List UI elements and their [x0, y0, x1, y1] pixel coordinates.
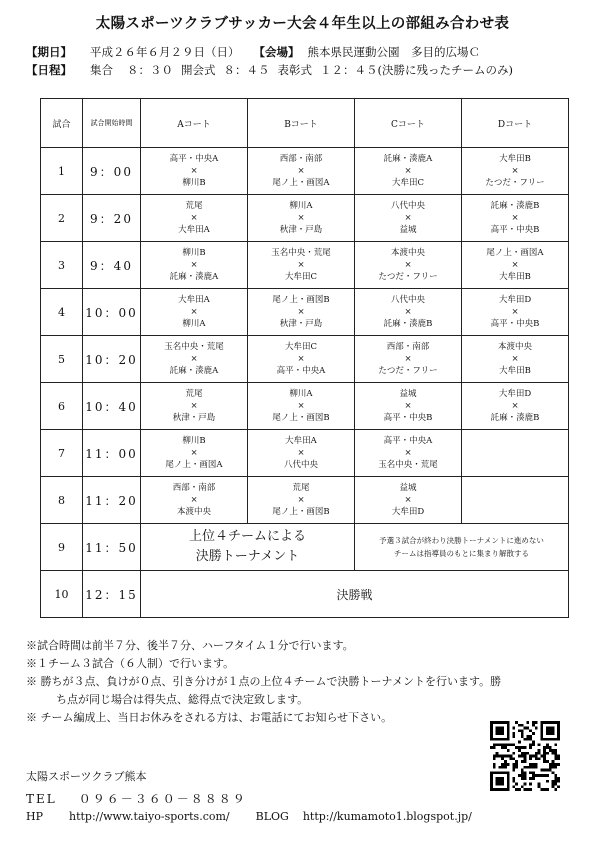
- versus-mark: ×: [190, 495, 198, 505]
- note-points: ※ 勝ちが３点、負けが０点、引き分けが１点の上位４チームで決勝トーナメントを行います。勝: [26, 675, 502, 688]
- home-team: 荒尾: [292, 483, 310, 493]
- court-c-game: [355, 148, 462, 195]
- schedule-line: [26, 62, 513, 78]
- court-d-game: [462, 336, 569, 383]
- home-team: 大牟田D: [498, 389, 532, 399]
- tel-number: ０９６－３６０－８８８９: [78, 792, 247, 806]
- final-match-cell: 決勝戦: [141, 571, 569, 618]
- date-label: 【期日】: [26, 45, 72, 59]
- award-time: １２：４５: [320, 63, 378, 77]
- match-number: 7: [41, 430, 83, 477]
- court-c-game: [355, 242, 462, 289]
- start-time: 11：50: [83, 524, 141, 571]
- versus-mark: ×: [190, 213, 198, 223]
- away-team: たつだ・フリー: [378, 272, 438, 282]
- away-team: 柳川B: [182, 178, 206, 188]
- qr-code-icon: [490, 721, 560, 791]
- home-team: 本渡中央: [497, 342, 532, 352]
- away-team: 大牟田D: [391, 507, 425, 517]
- venue-label: 【会場】: [253, 45, 300, 59]
- gather-label: 集合: [90, 63, 113, 77]
- tel-label: TEL: [26, 792, 57, 806]
- away-team: 託麻・湊鹿B: [490, 413, 540, 423]
- away-team: 大牟田A: [178, 225, 210, 235]
- home-team: 大牟田A: [285, 436, 317, 446]
- notes-section: [26, 637, 586, 727]
- court-b-game: [248, 336, 355, 383]
- note-games: ※１チーム３試合（６人制）で行います。: [26, 657, 235, 670]
- dismissal-note-cell: [355, 524, 569, 571]
- header-court-b: Bコート: [248, 99, 355, 148]
- home-team: 柳川B: [182, 248, 206, 258]
- schedule-label: 【日程】: [26, 63, 72, 77]
- tournament-cell: [141, 524, 355, 571]
- home-team: 託麻・湊鹿A: [383, 154, 433, 164]
- date-value: 平成２６年６月２９日（日）: [90, 45, 240, 59]
- home-team: 玉名中央・荒尾: [164, 342, 224, 352]
- table-row-10: [41, 571, 569, 618]
- match-rows: [41, 148, 569, 524]
- hp-link[interactable]: http://www.taiyo-sports.com/: [69, 810, 230, 823]
- home-team: 本渡中央: [390, 248, 425, 258]
- table-row-5: [41, 336, 569, 383]
- match-number: 1: [41, 148, 83, 195]
- court-b-game: [248, 148, 355, 195]
- versus-mark: ×: [190, 307, 198, 317]
- away-team: 尾ノ上・画図B: [272, 507, 330, 517]
- table-row-6: [41, 383, 569, 430]
- away-team: 益城: [399, 225, 417, 235]
- table-row-4: [41, 289, 569, 336]
- match-number: 10: [41, 571, 83, 618]
- versus-mark: ×: [511, 401, 519, 411]
- away-team: たつだ・フリー: [485, 178, 545, 188]
- away-team: 高平・中央A: [276, 366, 326, 376]
- header-court-d: Dコート: [462, 99, 569, 148]
- home-team: 託麻・湊鹿B: [490, 201, 540, 211]
- start-time: 9：20: [83, 195, 141, 242]
- home-team: 大牟田A: [178, 295, 210, 305]
- versus-mark: ×: [190, 448, 198, 458]
- court-a-game: [141, 336, 248, 383]
- away-team: 大牟田C: [391, 178, 424, 188]
- versus-mark: ×: [404, 166, 412, 176]
- venue-value: 熊本県民運動公園 多目的広場Ｃ: [307, 45, 480, 59]
- court-b-game: [248, 195, 355, 242]
- table-row-8: [41, 477, 569, 524]
- court-a-game: [141, 289, 248, 336]
- versus-mark: ×: [297, 495, 305, 505]
- hp-label: HP: [26, 810, 43, 823]
- away-team: 秋津・戸島: [279, 225, 323, 235]
- versus-mark: ×: [511, 260, 519, 270]
- versus-mark: ×: [511, 213, 519, 223]
- blog-link[interactable]: http://kumamoto1.blogspot.jp/: [302, 810, 472, 823]
- away-team: 本渡中央: [176, 507, 211, 517]
- start-time: 10：20: [83, 336, 141, 383]
- versus-mark: ×: [297, 260, 305, 270]
- court-c-game: [355, 336, 462, 383]
- match-number: 4: [41, 289, 83, 336]
- away-team: 尾ノ上・画図A: [272, 178, 330, 188]
- home-team: 西部・南部: [386, 342, 430, 352]
- versus-mark: ×: [404, 307, 412, 317]
- start-time: 11：00: [83, 430, 141, 477]
- court-c-game: [355, 430, 462, 477]
- note-absence: ※ チーム編成上、当日お休みをされる方は、お電話にてお知らせ下さい。: [26, 711, 393, 724]
- home-team: 高平・中央A: [383, 436, 433, 446]
- start-time: 12：15: [83, 571, 141, 618]
- court-a-game: [141, 148, 248, 195]
- home-team: 高平・中央A: [169, 154, 219, 164]
- home-team: 柳川A: [289, 389, 313, 399]
- table-row-3: [41, 242, 569, 289]
- versus-mark: ×: [190, 166, 198, 176]
- away-team: 高平・中央B: [490, 319, 540, 329]
- web-line: [26, 810, 472, 823]
- start-time: 9：00: [83, 148, 141, 195]
- versus-mark: ×: [297, 166, 305, 176]
- match-number: 5: [41, 336, 83, 383]
- court-b-game: [248, 430, 355, 477]
- versus-mark: ×: [404, 260, 412, 270]
- dismissal-note-line-2: チームは指導員のもとに集まり解散する: [394, 549, 529, 558]
- start-time: 11：20: [83, 477, 141, 524]
- table-row-7: [41, 430, 569, 477]
- header-row: [41, 99, 569, 148]
- away-team: 託麻・湊鹿B: [383, 319, 433, 329]
- match-number: 8: [41, 477, 83, 524]
- court-d-game: [462, 383, 569, 430]
- start-time: 10：00: [83, 289, 141, 336]
- schedule-table: [40, 98, 569, 618]
- away-team: 尾ノ上・画図B: [272, 413, 330, 423]
- home-team: 大牟田C: [284, 342, 317, 352]
- away-team: 大牟田C: [284, 272, 317, 282]
- blog-label: BLOG: [255, 810, 289, 823]
- home-team: 大牟田B: [499, 154, 531, 164]
- court-c-game: [355, 289, 462, 336]
- versus-mark: ×: [404, 354, 412, 364]
- court-d-game: [462, 148, 569, 195]
- court-c-game: [355, 477, 462, 524]
- court-b-game: [248, 242, 355, 289]
- match-number: 2: [41, 195, 83, 242]
- versus-mark: ×: [297, 354, 305, 364]
- court-a-game: [141, 383, 248, 430]
- court-d-game: [462, 430, 569, 477]
- tournament-line-1: 上位４チームによる: [188, 529, 306, 544]
- versus-mark: ×: [404, 495, 412, 505]
- award-note: (決勝に残ったチームのみ): [377, 63, 513, 77]
- home-team: 八代中央: [390, 295, 425, 305]
- away-team: 高平・中央B: [383, 413, 433, 423]
- header-court-a: Aコート: [141, 99, 248, 148]
- court-d-game: [462, 477, 569, 524]
- versus-mark: ×: [190, 401, 198, 411]
- court-d-game: [462, 289, 569, 336]
- versus-mark: ×: [511, 307, 519, 317]
- page-title: 太陽スポーツクラブサッカー大会４年生以上の部組み合わせ表: [95, 16, 510, 32]
- away-team: 八代中央: [283, 460, 318, 470]
- table-row-9: [41, 524, 569, 571]
- versus-mark: ×: [190, 260, 198, 270]
- versus-mark: ×: [404, 213, 412, 223]
- opening-time: ８：４５: [223, 63, 270, 77]
- away-team: 秋津・戸島: [279, 319, 323, 329]
- versus-mark: ×: [511, 166, 519, 176]
- header-match: 試合: [41, 99, 83, 148]
- court-d-game: [462, 195, 569, 242]
- note-points-continued: ち点が同じ場合は得失点、総得点で決定致します。: [56, 693, 309, 706]
- home-team: 柳川B: [182, 436, 206, 446]
- home-team: 荒尾: [185, 389, 203, 399]
- home-team: 玉名中央・荒尾: [271, 248, 331, 258]
- versus-mark: ×: [190, 354, 198, 364]
- court-d-game: [462, 242, 569, 289]
- court-a-game: [141, 195, 248, 242]
- court-b-game: [248, 289, 355, 336]
- match-number: 3: [41, 242, 83, 289]
- court-c-game: [355, 195, 462, 242]
- home-team: 西部・南部: [279, 154, 323, 164]
- court-b-game: [248, 477, 355, 524]
- table-row-1: [41, 148, 569, 195]
- away-team: 高平・中央B: [490, 225, 540, 235]
- organization-name: 太陽スポーツクラブ熊本: [26, 770, 147, 783]
- home-team: 大牟田D: [498, 295, 532, 305]
- home-team: 八代中央: [390, 201, 425, 211]
- away-team: 秋津・戸島: [172, 413, 216, 423]
- home-team: 柳川A: [289, 201, 313, 211]
- note-time: ※試合時間は前半７分、後半７分、ハーフタイム１分で行います。: [26, 639, 354, 652]
- home-team: 荒尾: [185, 201, 203, 211]
- start-time: 10：40: [83, 383, 141, 430]
- away-team: 玉名中央・荒尾: [378, 460, 438, 470]
- opening-label: 開会式: [181, 63, 216, 77]
- start-time: 9：40: [83, 242, 141, 289]
- header-start-time: 試合開始時間: [83, 99, 141, 148]
- court-c-game: [355, 383, 462, 430]
- court-a-game: [141, 430, 248, 477]
- home-team: 尾ノ上・画図B: [272, 295, 330, 305]
- home-team: 尾ノ上・画図A: [486, 248, 544, 258]
- home-team: 西部・南部: [172, 483, 216, 493]
- away-team: 託麻・湊鹿A: [169, 272, 219, 282]
- header-court-c: Cコート: [355, 99, 462, 148]
- versus-mark: ×: [511, 354, 519, 364]
- versus-mark: ×: [297, 401, 305, 411]
- tournament-line-2: 決勝トーナメント: [195, 549, 300, 564]
- home-team: 益城: [399, 389, 417, 399]
- versus-mark: ×: [297, 448, 305, 458]
- versus-mark: ×: [297, 307, 305, 317]
- tel-line: [26, 790, 247, 807]
- court-a-game: [141, 477, 248, 524]
- versus-mark: ×: [297, 213, 305, 223]
- court-b-game: [248, 383, 355, 430]
- dismissal-note-line-1: 予選３試合が終わり決勝トーナメントに進めない: [379, 536, 544, 545]
- match-number: 6: [41, 383, 83, 430]
- court-a-game: [141, 242, 248, 289]
- versus-mark: ×: [404, 448, 412, 458]
- match-number: 9: [41, 524, 83, 571]
- away-team: 大牟田B: [499, 366, 531, 376]
- home-team: 益城: [399, 483, 417, 493]
- away-team: 託麻・湊鹿A: [169, 366, 219, 376]
- away-team: 大牟田B: [499, 272, 531, 282]
- award-label: 表彰式: [277, 63, 312, 77]
- date-venue-line: [26, 44, 480, 60]
- away-team: 尾ノ上・画図A: [165, 460, 223, 470]
- away-team: 柳川A: [182, 319, 206, 329]
- away-team: たつだ・フリー: [378, 366, 438, 376]
- gather-time: ８：３０: [127, 63, 173, 77]
- table-row-2: [41, 195, 569, 242]
- versus-mark: ×: [404, 401, 412, 411]
